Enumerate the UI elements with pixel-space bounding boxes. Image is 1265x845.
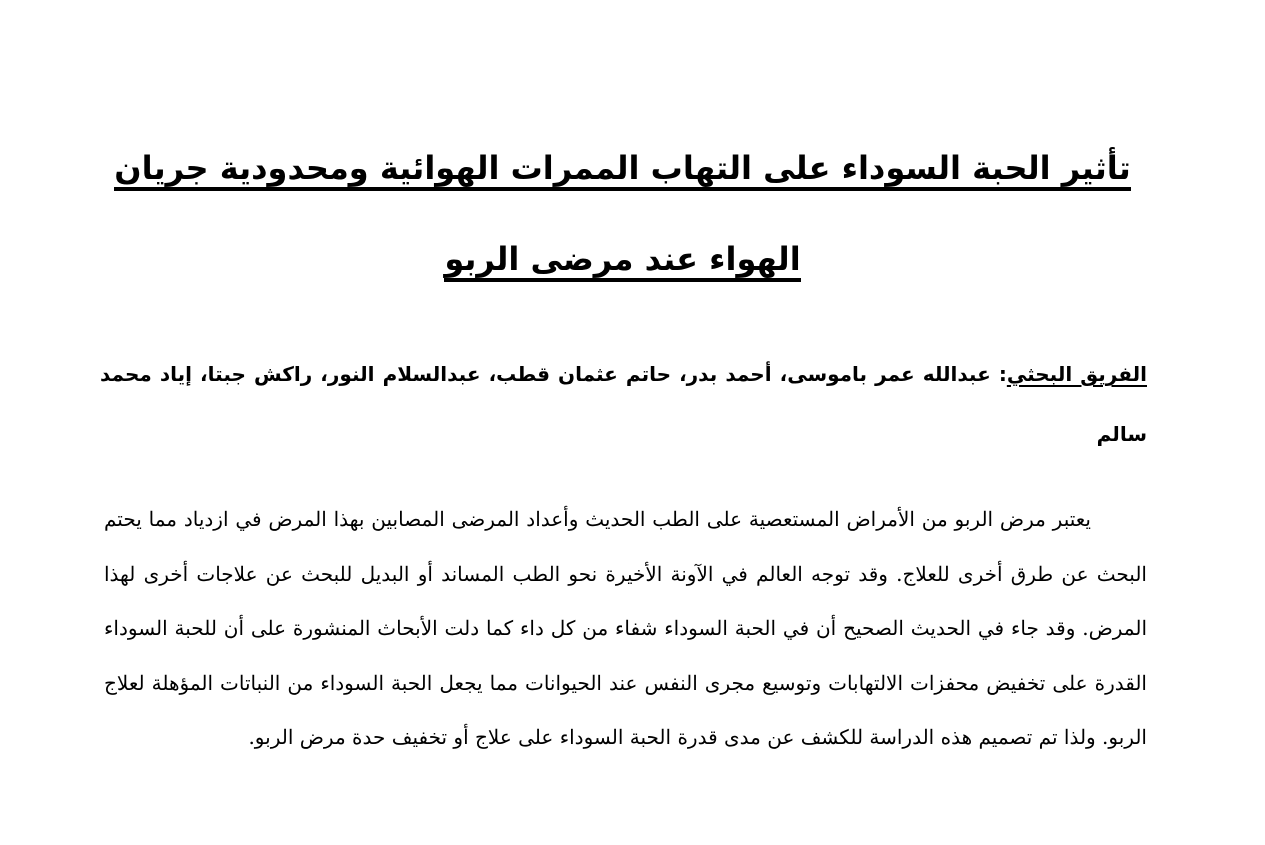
research-team-label: الفريق البحثي — [1006, 362, 1147, 386]
title-line-1-text: تأثير الحبة السوداء على التهاب الممرات الهوائية ومحدودية جريان — [114, 149, 1131, 191]
research-team-separator: : — [990, 362, 1007, 386]
document-title-line-2 — [100, 239, 1145, 279]
research-team — [100, 344, 1147, 464]
research-team-names: عبدالله عمر باموسى، أحمد بدر، حاتم عثمان قطب، عبدالسلام النور، راكش جبتا، إياد محمد سالم — [100, 362, 1147, 446]
title-line-2-text: الهواء عند مرضى الربو — [444, 240, 800, 282]
abstract-paragraph: يعتبر مرض الربو من الأمراض المستعصية على الطب الحديث وأعداد المرضى المصابين بهذا المرض في ازدياد مما يحتم البحث عن طرق أخرى للعلاج. وقد توجه العالم في الآونة الأخيرة نحو الطب المساند أو البديل للبحث عن علاجات أخرى لهذا المرض. وقد جاء في الحديث الصحيح أن في الحبة السوداء شفاء من كل داء كما دلت الأبحاث المنشورة على أن للحبة السوداء القدرة على تخفيض محفزات الالتهابات وتوسيع مجرى النفس عند الحيوانات مما يجعل الحبة السوداء من النباتات المؤهلة لعلاج الربو. ولذا تم تصميم هذه الدراسة للكشف عن مدى قدرة الحبة السوداء على علاج أو تخفيف حدة مرض الربو. — [104, 507, 1147, 749]
document-title-line-1 — [100, 148, 1145, 188]
